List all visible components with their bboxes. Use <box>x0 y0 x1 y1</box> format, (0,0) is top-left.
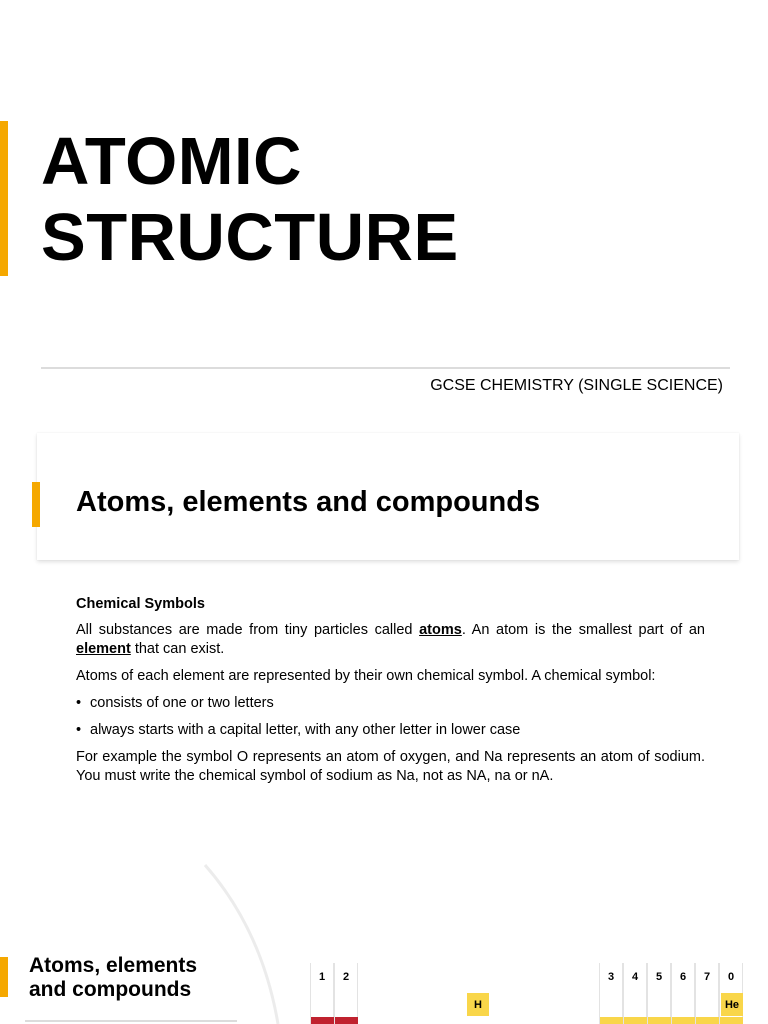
group-number: 5 <box>655 971 663 983</box>
paragraph-atoms-end: that can exist. <box>130 641 225 657</box>
content-heading: Chemical Symbols <box>76 596 205 612</box>
title-line-2: STRUCTURE <box>41 200 459 275</box>
nonmetal-cell <box>696 1017 719 1024</box>
content-body <box>76 595 705 794</box>
next-heading-line-1: Atoms, elements <box>29 954 198 977</box>
title-accent-bar <box>0 121 8 276</box>
alkali-cell <box>311 1017 334 1024</box>
group-number: 0 <box>727 971 735 983</box>
page-title <box>41 124 459 276</box>
paragraph-atoms-start: All substances are made from tiny particles called <box>76 622 420 638</box>
paragraph-symbols: Atoms of each element are represented by their own chemical symbol. A chemical symbol: <box>76 668 656 684</box>
symbol-rules-list <box>76 694 705 740</box>
nonmetal-cell <box>672 1017 695 1024</box>
group-number: 2 <box>342 971 350 983</box>
next-section-heading <box>29 954 197 1002</box>
section-heading: Atoms, elements and compounds <box>76 486 541 518</box>
paragraph-atoms-mid: . An atom is the smallest part of an <box>461 622 705 638</box>
group-number: 1 <box>318 971 326 983</box>
nonmetal-cell <box>648 1017 671 1024</box>
next-heading-line-2: and compounds <box>29 978 192 1001</box>
element-helium: He <box>721 993 743 1016</box>
list-item: • consists of one or two letters <box>76 694 705 713</box>
next-section-divider <box>25 1020 237 1022</box>
section-accent-bar <box>32 482 40 527</box>
list-item: • always starts with a capital letter, with any other letter in lower case <box>76 721 705 740</box>
group-number: 3 <box>607 971 615 983</box>
title-divider <box>41 367 730 369</box>
group-number: 4 <box>631 971 639 983</box>
alkaline-earth-cell <box>335 1017 358 1024</box>
group-number: 7 <box>703 971 711 983</box>
paragraph-example: For example the symbol O represents an atom of oxygen, and Na represents an atom of sodium. You must write the chemical symbol of sodium as Na, not as NA, na or nA. <box>76 749 705 784</box>
title-line-1: ATOMIC <box>41 124 303 199</box>
keyword-element[interactable]: element <box>76 641 131 657</box>
paragraph-atoms <box>76 621 705 659</box>
group-number: 6 <box>679 971 687 983</box>
course-subtitle: GCSE CHEMISTRY (SINGLE SCIENCE) <box>430 377 723 394</box>
nonmetal-cell <box>720 1017 743 1024</box>
next-section-accent-bar <box>0 957 8 997</box>
element-hydrogen: H <box>467 993 489 1016</box>
nonmetal-cell <box>600 1017 623 1024</box>
keyword-atoms[interactable]: atoms <box>419 622 462 638</box>
nonmetal-cell <box>624 1017 647 1024</box>
